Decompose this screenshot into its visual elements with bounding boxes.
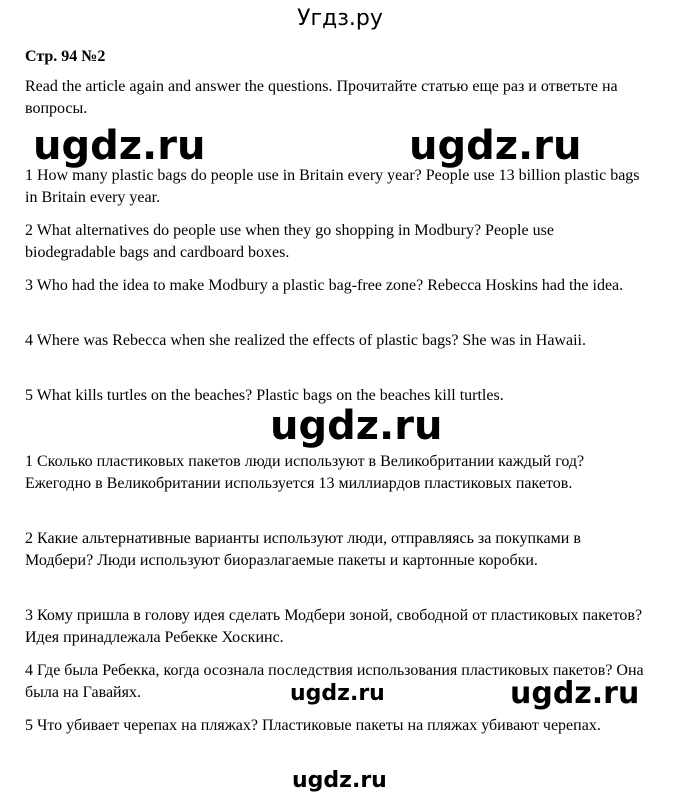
instruction-text: Read the article again and answer the questions. Прочитайте статью еще раз и ответьте на вопросы. <box>25 78 618 117</box>
site-title: Угдз.ру <box>297 6 383 31</box>
watermark-small-center: ugdz.ru <box>290 681 385 706</box>
russian-answer-4: 4 Где была Ребекка, когда осознала последствия использования пластиковых пакетов? Она была на Гавайях. <box>25 662 644 701</box>
page-reference: Стр. 94 №2 <box>25 48 106 65</box>
watermark-right: ugdz.ru <box>510 676 640 711</box>
watermark-middle: ugdz.ru <box>270 403 443 449</box>
english-answer-4: 4 Where was Rebecca when she realized the effects of plastic bags? She was in Hawaii. <box>25 332 586 349</box>
english-answer-5: 5 What kills turtles on the beaches? Plastic bags on the beaches kill turtles. <box>25 387 504 404</box>
english-answer-3: 3 Who had the idea to make Modbury a plastic bag-free zone? Rebecca Hoskins had the idea. <box>25 277 624 294</box>
english-answer-2: 2 What alternatives do people use when they go shopping in Modbury? People use biodegradable bags and cardboard boxes. <box>25 222 554 261</box>
english-answer-1: 1 How many plastic bags do people use in Britain every year? People use 13 billion plastic bags in Britain every year. <box>25 167 640 206</box>
russian-answer-1: 1 Сколько пластиковых пакетов люди используют в Великобритании каждый год? Ежегодно в Великобритании используется 13 миллиардов пластиковых пакетов. <box>25 453 585 492</box>
russian-answer-5: 5 Что убивает черепах на пляжах? Пластиковые пакеты на пляжах убивают черепах. <box>25 717 601 734</box>
watermark-top-right: ugdz.ru <box>409 123 582 169</box>
watermark-bottom: ugdz.ru <box>292 768 387 793</box>
russian-answer-3: 3 Кому пришла в голову идея сделать Модбери зоной, свободной от пластиковых пакетов? Идея принадлежала Ребекке Хоскинс. <box>25 607 643 646</box>
watermark-top-left: ugdz.ru <box>33 123 206 169</box>
russian-answer-2: 2 Какие альтернативные варианты используют люди, отправляясь за покупками в Модбери? Люди используют биоразлагаемые пакеты и картонные коробки. <box>25 530 581 569</box>
